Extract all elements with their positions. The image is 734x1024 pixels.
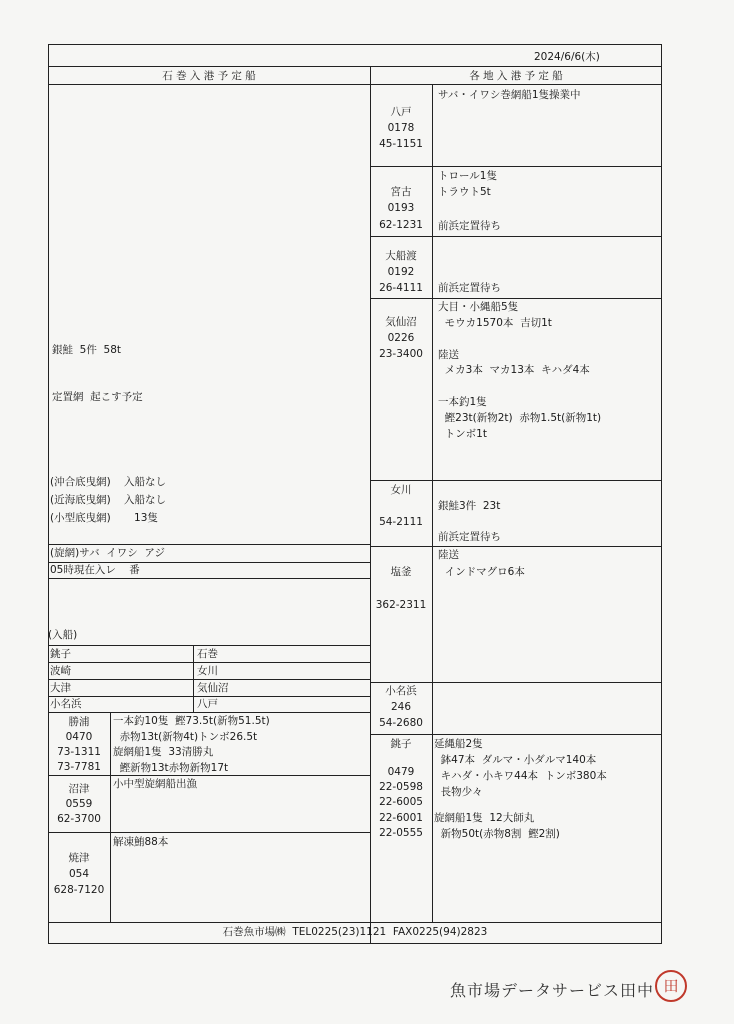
miyako-line: 前浜定置待ち (438, 220, 501, 232)
rule (48, 645, 370, 646)
teichi-line: 定置網 起こす予定 (52, 391, 143, 403)
shiogama-tel: 362-2311 (375, 599, 427, 611)
signature: 魚市場データサービス田中 (450, 981, 655, 1000)
choshi-name: 銚子 (390, 738, 412, 750)
okiai-line: (沖合底曳網) 入船なし (50, 476, 167, 488)
left-header: 石 巻 入 港 予 定 船 (162, 70, 256, 82)
shiogama-line: インドマグロ6本 (438, 566, 525, 578)
katsuura-line: 一本釣10隻 鰹73.5t(新物51.5t) (113, 715, 270, 727)
yaizu-tel: 628-7120 (53, 884, 105, 896)
kesennuma-tel: 0226 (387, 332, 415, 344)
kesennuma-line: 大目・小縄船5隻 (438, 301, 519, 313)
rule (48, 712, 370, 713)
choshi-tel: 22-6001 (379, 812, 423, 824)
shiogama-name: 塩釜 (390, 566, 412, 578)
ofunato-tel: 0192 (387, 266, 415, 278)
yaizu-tel: 054 (68, 868, 90, 880)
kogata-line: (小型底曳網) 13隻 (50, 512, 158, 524)
rule (370, 236, 662, 237)
rule (48, 84, 662, 85)
hachinohe-name: 八戸 (390, 106, 412, 118)
numazu-tel: 0559 (65, 798, 93, 810)
miyako-line: トラウト5t (438, 186, 491, 198)
rule (370, 480, 662, 481)
katsuura-name: 勝浦 (68, 716, 90, 728)
onagawa-line: 前浜定置待ち (438, 531, 501, 543)
rule (48, 662, 370, 663)
kesennuma-line: 鰹23t(新物2t) 赤物1.5t(新物1t) (438, 412, 602, 424)
kinkai-line: (近海底曳網) 入船なし (50, 494, 167, 506)
yaizu-line: 解凍鮪88本 (113, 836, 169, 848)
right-header: 各 地 入 港 予 定 船 (469, 70, 563, 82)
miyako-tel: 0193 (387, 202, 415, 214)
rule (193, 645, 194, 712)
rule (48, 922, 662, 923)
miyako-line: トロール1隻 (438, 170, 497, 182)
rule (370, 298, 662, 299)
kesennuma-line: メカ3本 マカ13本 キハダ4本 (438, 364, 590, 376)
port-cell: 大津 (50, 682, 71, 694)
kesennuma-line: 一本釣1隻 (438, 396, 487, 408)
kesennuma-name: 気仙沼 (385, 316, 417, 328)
hachinohe-line: サバ・イワシ巻網船1隻操業中 (438, 89, 581, 101)
choshi-line: 延縄船2隻 (434, 738, 483, 750)
choshi-tel: 22-0598 (379, 781, 423, 793)
choshi-line: キハダ・小キワ44本 トンボ380本 (434, 770, 607, 782)
rule (48, 66, 662, 67)
kesennuma-line: モウカ1570本 吉切1t (438, 317, 552, 329)
choshi-line: 長物少々 (434, 786, 483, 798)
rule (48, 544, 370, 545)
onagawa-tel: 54-2111 (379, 516, 423, 528)
rule (370, 166, 662, 167)
makiami-line: (旋網)サバ イワシ アジ (50, 547, 165, 559)
choshi-line: 新物50t(赤物8割 鰹2割) (434, 828, 560, 840)
rule (48, 679, 370, 680)
rule (48, 775, 370, 776)
port-cell: 気仙沼 (197, 682, 229, 694)
port-cell: 波崎 (50, 665, 71, 677)
shiogama-line: 陸送 (438, 549, 459, 561)
rule (370, 546, 662, 547)
onahama-name: 小名浜 (385, 685, 417, 697)
choshi-line: 鉢47本 ダルマ・小ダルマ140本 (434, 754, 597, 766)
katsuura-line: 旋網船1隻 33清勝丸 (113, 746, 214, 758)
port-cell: 小名浜 (50, 698, 82, 710)
miyako-name: 宮古 (390, 186, 412, 198)
numazu-line: 小中型旋網船出漁 (113, 778, 197, 790)
ofunato-line: 前浜定置待ち (438, 282, 501, 294)
date: 2024/6/6(木) (534, 51, 600, 63)
choshi-line: 旋網船1隻 12大師丸 (434, 812, 535, 824)
numazu-tel: 62-3700 (57, 813, 101, 825)
onagawa-line: 銀鮭3件 23t (438, 500, 501, 512)
katsuura-line: 鰹新物13t赤物新物17t (113, 762, 229, 774)
rule (48, 562, 370, 563)
port-cell: 八戸 (197, 698, 218, 710)
rule (370, 734, 662, 735)
rule (432, 84, 433, 922)
rule (110, 712, 111, 922)
ofunato-tel: 26-4111 (379, 282, 423, 294)
katsuura-tel: 73-1311 (57, 746, 101, 758)
onagawa-name: 女川 (390, 484, 412, 496)
rule (48, 832, 370, 833)
kesennuma-line: トンボ1t (438, 428, 487, 440)
onahama-tel: 54-2680 (379, 717, 423, 729)
port-cell: 銚子 (50, 648, 71, 660)
hachinohe-tel: 45-1151 (379, 138, 423, 150)
choshi-tel: 0479 (387, 766, 415, 778)
miyako-tel: 62-1231 (379, 219, 423, 231)
ofunato-name: 大船渡 (385, 250, 417, 262)
footer-contact: 石巻魚市場㈱ TEL0225(23)1121 FAX0225(94)2823 (222, 926, 488, 938)
time-line: 05時現在入レ 番 (50, 564, 140, 576)
seal-stamp: 田 (655, 970, 687, 1002)
katsuura-tel: 73-7781 (57, 761, 101, 773)
hachinohe-tel: 0178 (387, 122, 415, 134)
yaizu-name: 焼津 (68, 852, 90, 864)
ginzake-line: 銀鮭 5件 58t (52, 344, 122, 356)
numazu-name: 沼津 (68, 783, 90, 795)
rule (370, 682, 662, 683)
onahama-tel: 246 (390, 701, 412, 713)
port-cell: 女川 (197, 665, 218, 677)
kesennuma-tel: 23-3400 (379, 348, 423, 360)
port-cell: 石巻 (197, 648, 218, 660)
katsuura-tel: 0470 (65, 731, 93, 743)
kesennuma-line: 陸送 (438, 349, 459, 361)
choshi-tel: 22-0555 (379, 827, 423, 839)
rule (48, 578, 370, 579)
iri-fune-label: (入船) (48, 629, 78, 641)
rule (48, 696, 370, 697)
choshi-tel: 22-6005 (379, 796, 423, 808)
katsuura-line: 赤物13t(新物4t)トンボ26.5t (113, 731, 258, 743)
